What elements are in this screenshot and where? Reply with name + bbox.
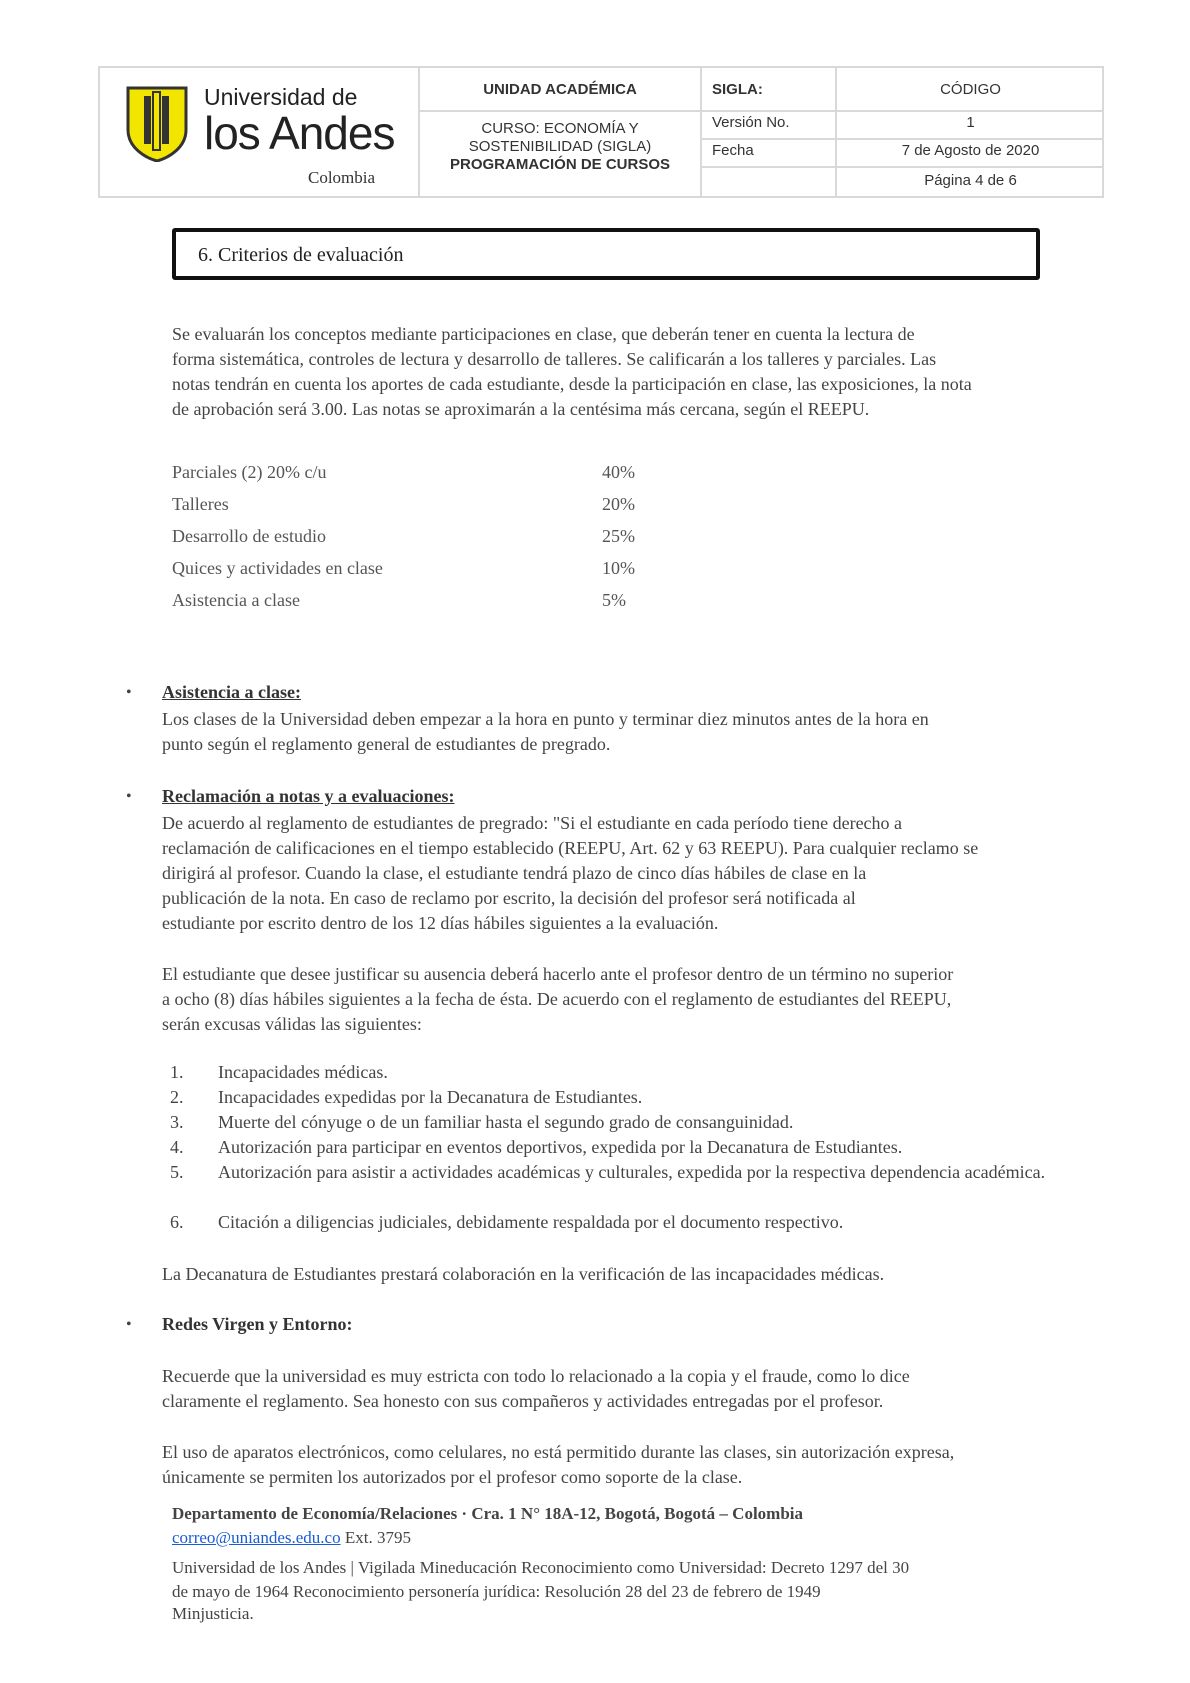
list-item-text: Autorización para participar en eventos deportivos, expedida por la Decanatura de Estudiantes. bbox=[218, 1137, 903, 1157]
grading-weight: 5% bbox=[602, 590, 626, 610]
grading-row bbox=[172, 526, 635, 547]
list-item-text: Citación a diligencias judiciales, debidamente respaldada por el documento respectivo. bbox=[218, 1212, 844, 1232]
paragraph-line: publicación de la nota. En caso de reclamo por escrito, la decisión del profesor será notificada al bbox=[162, 888, 856, 908]
header-version-label: Versión No. bbox=[712, 114, 790, 131]
grading-row bbox=[172, 494, 635, 515]
footer-line: Minjusticia. bbox=[172, 1604, 254, 1623]
paragraph-line: El uso de aparatos electrónicos, como celulares, no está permitido durante las clases, sin autorización expresa, bbox=[162, 1442, 955, 1462]
paragraph-line: estudiante por escrito dentro de los 12 días hábiles siguientes a la evaluación. bbox=[162, 913, 719, 933]
intro-line: Se evaluarán los conceptos mediante participaciones en clase, que deberán tener en cuenta la lectura de bbox=[172, 324, 915, 344]
paragraph-line: De acuerdo al reglamento de estudiantes de pregrado: "Si el estudiante en cada período tiene derecho a bbox=[162, 813, 903, 833]
university-logo-icon bbox=[124, 84, 190, 162]
grading-item: Talleres bbox=[172, 494, 229, 514]
grading-weight: 25% bbox=[602, 526, 635, 546]
footer-line: Universidad de los Andes | Vigilada Mineducación Reconocimiento como Universidad: Decreto 1297 del 30 bbox=[172, 1558, 910, 1577]
paragraph-line: dirigirá al profesor. Cuando la clase, el estudiante tendrá plazo de cinco días hábiles de clase en la bbox=[162, 863, 867, 883]
paragraph-line: Recuerde que la universidad es muy estricta con todo lo relacionado a la copia y el fraude, como lo dice bbox=[162, 1366, 910, 1386]
paragraph-line: Los clases de la Universidad deben empezar a la hora en punto y terminar diez minutos antes de la hora en bbox=[162, 709, 929, 729]
grading-item: Quices y actividades en clase bbox=[172, 558, 383, 578]
bullet-heading-honesty: Redes Virgen y Entorno: bbox=[162, 1314, 353, 1334]
bullet-heading-claims: Reclamación a notas y a evaluaciones: bbox=[162, 786, 455, 806]
header-course-line1: CURSO: ECONOMÍA Y bbox=[481, 120, 639, 137]
grading-row bbox=[172, 462, 635, 483]
header-course-line3: PROGRAMACIÓN DE CURSOS bbox=[449, 156, 670, 173]
paragraph-line: únicamente se permiten los autorizados por el profesor como soporte de la clase. bbox=[162, 1467, 743, 1487]
logo-text-line2: los Andes bbox=[204, 107, 395, 159]
list-item-text: Incapacidades médicas. bbox=[218, 1062, 388, 1082]
header-code-value: CÓDIGO bbox=[940, 81, 1001, 98]
grading-weight: 10% bbox=[602, 558, 635, 578]
grading-item: Desarrollo de estudio bbox=[172, 526, 326, 546]
closing-note: La Decanatura de Estudiantes prestará colaboración en la verificación de las incapacidades médicas. bbox=[162, 1264, 885, 1284]
paragraph-line: punto según el reglamento general de estudiantes de pregrado. bbox=[162, 734, 611, 754]
claims-paragraph bbox=[162, 811, 1112, 936]
intro-paragraph bbox=[172, 322, 1112, 422]
list-item-text: Incapacidades expedidas por la Decanatura de Estudiantes. bbox=[218, 1087, 643, 1107]
footer-address: Departamento de Economía/Relaciones · Cra. 1 N° 18A-12, Bogotá, Bogotá – Colombia bbox=[172, 1504, 804, 1523]
header-date-value: 7 de Agosto de 2020 bbox=[901, 142, 1040, 159]
logo-text-line1: Universidad de bbox=[204, 84, 358, 110]
header-course-line2: SOSTENIBILIDAD (SIGLA) bbox=[468, 138, 652, 155]
paragraph-line: reclamación de calificaciones en el tiempo establecido (REEPU, Art. 62 y 63 REEPU). Para cualquier reclamo se bbox=[162, 838, 979, 858]
paragraph-line: a ocho (8) días hábiles siguientes a la fecha de ésta. De acuerdo con el reglamento de estudiantes del REEPU, bbox=[162, 989, 952, 1009]
bullet-icon: • bbox=[126, 684, 132, 701]
electronics-paragraph bbox=[162, 1440, 1112, 1490]
grading-weight: 20% bbox=[602, 494, 635, 514]
footer-contact bbox=[172, 1528, 411, 1548]
intro-line: notas tendrán en cuenta los aportes de cada estudiante, desde la participación en clase, las exposiciones, la nota bbox=[172, 374, 972, 394]
paragraph-line: serán excusas válidas las siguientes: bbox=[162, 1014, 422, 1034]
list-item-text: Autorización para asistir a actividades académicas y culturales, expedida por la respectiva dependencia académica. bbox=[218, 1162, 1046, 1182]
honesty-paragraph bbox=[162, 1364, 1112, 1414]
paragraph-line: claramente el reglamento. Sea honesto con sus compañeros y actividades entregadas por el profesor. bbox=[162, 1391, 884, 1411]
header-page-number: Página 4 de 6 bbox=[924, 172, 1017, 189]
excuses-paragraph bbox=[162, 962, 1112, 1037]
grading-row bbox=[172, 590, 626, 611]
header-date-label: Fecha bbox=[712, 142, 754, 159]
footer-email-link[interactable]: correo@uniandes.edu.co bbox=[172, 1528, 341, 1547]
intro-line: forma sistemática, controles de lectura y desarrollo de talleres. Se calificarán a los talleres y parciales. Las bbox=[172, 349, 937, 369]
footer-extension: Ext. 3795 bbox=[344, 1528, 411, 1547]
paragraph-line: El estudiante que desee justificar su ausencia deberá hacerlo ante el profesor dentro de un término no superior bbox=[162, 964, 954, 984]
footer-line: de mayo de 1964 Reconocimiento personería jurídica: Resolución 28 del 23 de febrero de 1949 bbox=[172, 1582, 821, 1601]
bullet-heading-attendance: Asistencia a clase: bbox=[162, 682, 301, 702]
intro-line: de aprobación será 3.00. Las notas se aproximarán a la centésima más cercana, según el REEPU. bbox=[172, 399, 870, 419]
grading-item: Parciales (2) 20% c/u bbox=[172, 462, 327, 482]
grading-item: Asistencia a clase bbox=[172, 590, 300, 610]
header-version-value: 1 bbox=[966, 114, 975, 131]
section-title: 6. Criterios de evaluación bbox=[198, 244, 404, 266]
section-title-box bbox=[172, 228, 1040, 280]
document-header bbox=[98, 66, 1104, 198]
logo-text-country: Colombia bbox=[308, 168, 376, 187]
grading-row bbox=[172, 558, 635, 579]
list-item-text: Muerte del cónyuge o de un familiar hasta el segundo grado de consanguinidad. bbox=[218, 1112, 794, 1132]
attendance-paragraph bbox=[162, 707, 1112, 757]
grading-weight: 40% bbox=[602, 462, 635, 482]
header-code-label: SIGLA: bbox=[712, 81, 763, 98]
bullet-icon: • bbox=[126, 788, 132, 805]
header-unit-title: UNIDAD ACADÉMICA bbox=[483, 81, 637, 98]
bullet-icon: • bbox=[126, 1316, 132, 1333]
